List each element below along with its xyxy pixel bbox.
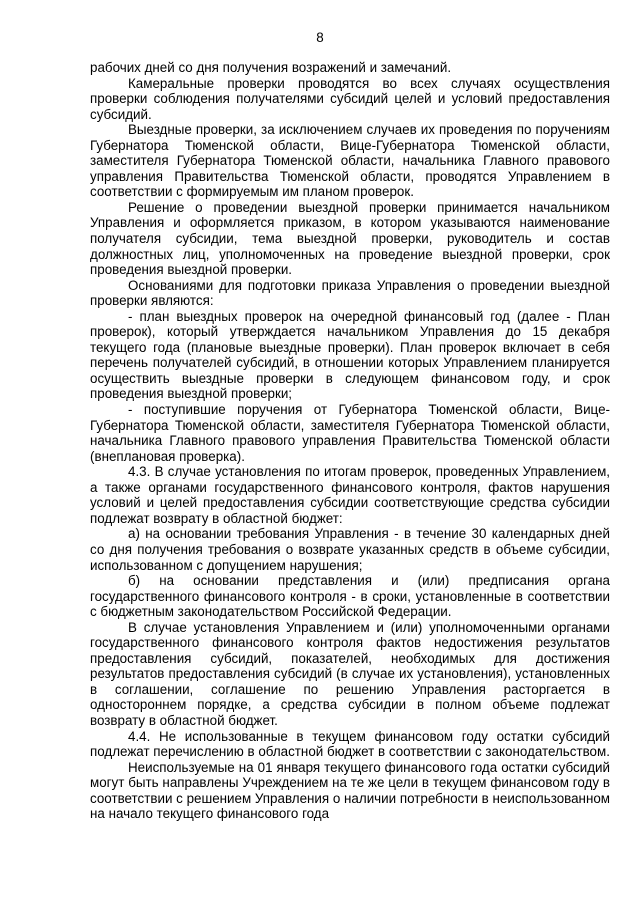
paragraph: Выездные проверки, за исключением случаев их проведения по поручениям Губернатора Тюменской области, Вице-Губернатора Тюменской области, заместителя Губернатора Тюменской области, начальника Главного правового управления Правительства Тюменской области, проводятся Управлением в соответствии с формируемым им планом проверок. bbox=[90, 122, 610, 200]
list-item: - поступившие поручения от Губернатора Тюменской области, Вице-Губернатора Тюменской области, заместителя Губернатора Тюменской области, начальника Главного правового управления Правительства Тюменской области (внеплановая проверка). bbox=[90, 402, 610, 464]
document-body bbox=[90, 60, 610, 822]
list-item: - план выездных проверок на очередной финансовый год (далее - План проверок), который утверждается начальником Управления до 15 декабря текущего года (плановые выездные проверки). План проверок включает в себя перечень получателей субсидий, в отношении которых Управлением планируется осуществить выездные проверки в следующем финансовом году, и срок проведения выездной проверки; bbox=[90, 308, 610, 402]
page-number: 8 bbox=[316, 30, 324, 45]
list-item: б) на основании представления и (или) предписания органа государственного финансового контроля - в сроки, установленные в соответствии с бюджетным законодательством Российской Федерации. bbox=[90, 573, 610, 620]
list-item: а) на основании требования Управления - в течение 30 календарных дней со дня получения требования о возврате указанных средств в объеме субсидии, использованном с допущением нарушения; bbox=[90, 526, 610, 573]
paragraph: Неиспользуемые на 01 января текущего финансового года остатки субсидий могут быть направлены Учреждением на те же цели в текущем финансовом году в соответствии с решением Управления о наличии потребности в неиспользованном на начало текущего финансового года bbox=[90, 759, 610, 822]
paragraph: В случае установления Управлением и (или) уполномоченными органами государственного финансового контроля фактов недостижения результатов предоставления субсидий, показателей, необходимых для достижения результатов предоставления субсидий (в случае их установления), установленных в соглашении, соглашение по решению Управления расторгается в одностороннем порядке, а средства субсидии в полном объеме подлежат возврату в областной бюджет. bbox=[90, 619, 610, 728]
section-4-4-paragraph: 4.4. Не использованные в текущем финансовом году остатки субсидий подлежат перечислению в областной бюджет в соответствии с законодательством. bbox=[90, 728, 610, 760]
paragraph: Основаниями для подготовки приказа Управления о проведении выездной проверки являются: bbox=[90, 277, 610, 309]
section-4-3-paragraph: 4.3. В случае установления по итогам проверок, проведенных Управлением, а также органами государственного финансового контроля, фактов нарушения условий и целей предоставления субсидии соответствующие средства субсидии подлежат возврату в областной бюджет: bbox=[90, 464, 610, 526]
paragraph: рабочих дней со дня получения возражений и замечаний. bbox=[90, 60, 452, 75]
paragraph: Камеральные проверки проводятся во всех случаях осуществления проверки соблюдения получателями субсидий целей и условий предоставления субсидий. bbox=[90, 75, 610, 122]
paragraph: Решение о проведении выездной проверки принимается начальником Управления и оформляется приказом, в котором указываются наименование получателя субсидии, тема выездной проверки, руководитель и состав должностных лиц, уполномоченных на проведение выездной проверки, срок проведения выездной проверки. bbox=[90, 199, 610, 278]
